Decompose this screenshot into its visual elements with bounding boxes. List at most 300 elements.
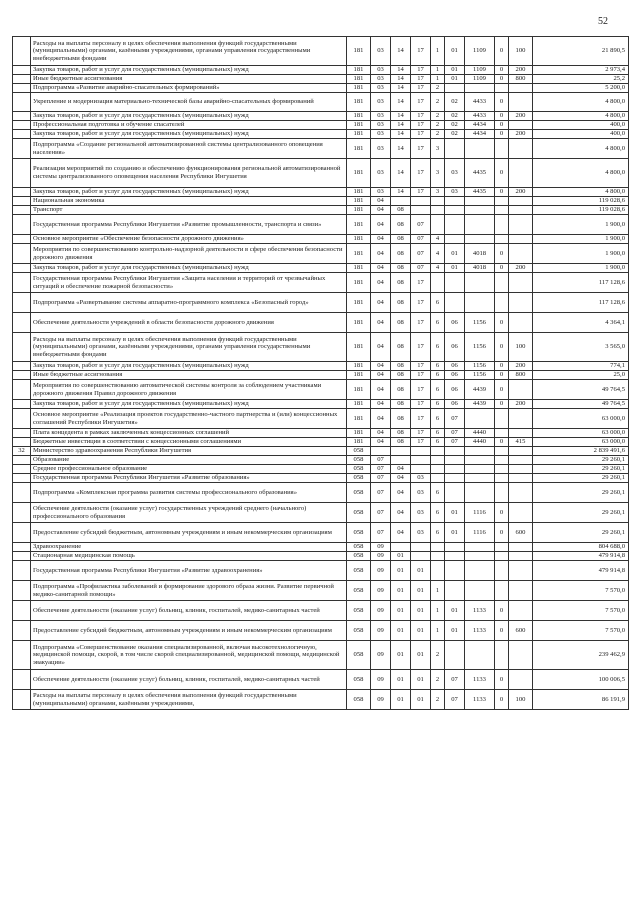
subsection-code-cell bbox=[391, 197, 411, 206]
program-code-cell bbox=[411, 197, 431, 206]
expense-type-code-cell bbox=[509, 273, 533, 293]
direction-code-cell bbox=[465, 474, 495, 483]
table-row bbox=[13, 503, 629, 523]
description-cell: Государственная программа Республики Ингушетия «Защита населения и территорий от чрезвычайных ситуаций и обеспечение пожарной безопасности» bbox=[31, 273, 347, 293]
expense-type-code-cell bbox=[509, 543, 533, 552]
subprogram-code-cell: 2 bbox=[431, 130, 445, 139]
description-cell: Закупка товаров, работ и услуг для государственных (муниципальных) нужд bbox=[31, 264, 347, 273]
description-cell: Основное мероприятие «Обеспечение безопасности дорожного движения» bbox=[31, 235, 347, 244]
event-code-cell: 01 bbox=[445, 264, 465, 273]
description-cell: Государственная программа Республики Ингушетия «Развитие здравоохранения» bbox=[31, 561, 347, 581]
row-number-cell bbox=[13, 188, 31, 197]
row-number-cell bbox=[13, 215, 31, 235]
sub-code-cell: 0 bbox=[495, 690, 509, 710]
direction-code-cell bbox=[465, 641, 495, 670]
amount-cell: 29 260,1 bbox=[533, 456, 629, 465]
table-row bbox=[13, 465, 629, 474]
subprogram-code-cell: 1 bbox=[431, 37, 445, 66]
subsection-code-cell: 01 bbox=[391, 561, 411, 581]
expense-type-code-cell bbox=[509, 159, 533, 188]
subprogram-code-cell: 6 bbox=[431, 380, 445, 400]
subprogram-code-cell bbox=[431, 456, 445, 465]
event-code-cell bbox=[445, 273, 465, 293]
sub-code-cell: 0 bbox=[495, 121, 509, 130]
event-code-cell bbox=[445, 561, 465, 581]
admin-code-cell: 181 bbox=[347, 197, 371, 206]
sub-code-cell bbox=[495, 543, 509, 552]
amount-cell: 4 800,0 bbox=[533, 112, 629, 121]
subsection-code-cell: 01 bbox=[391, 621, 411, 641]
subsection-code-cell: 14 bbox=[391, 75, 411, 84]
expense-type-code-cell: 200 bbox=[509, 66, 533, 75]
sub-code-cell: 0 bbox=[495, 188, 509, 197]
direction-code-cell bbox=[465, 552, 495, 561]
section-code-cell: 04 bbox=[371, 264, 391, 273]
table-row bbox=[13, 37, 629, 66]
expense-type-code-cell: 200 bbox=[509, 130, 533, 139]
program-code-cell: 17 bbox=[411, 66, 431, 75]
amount-cell: 4 800,0 bbox=[533, 188, 629, 197]
row-number-cell bbox=[13, 75, 31, 84]
amount-cell: 400,0 bbox=[533, 121, 629, 130]
program-code-cell: 01 bbox=[411, 690, 431, 710]
subsection-code-cell: 01 bbox=[391, 601, 411, 621]
row-number-cell bbox=[13, 139, 31, 159]
row-number-cell bbox=[13, 561, 31, 581]
direction-code-cell bbox=[465, 197, 495, 206]
expense-type-code-cell bbox=[509, 641, 533, 670]
expense-type-code-cell bbox=[509, 447, 533, 456]
program-code-cell: 17 bbox=[411, 333, 431, 362]
section-code-cell: 07 bbox=[371, 483, 391, 503]
subprogram-code-cell bbox=[431, 447, 445, 456]
program-code-cell: 17 bbox=[411, 75, 431, 84]
row-number-cell bbox=[13, 244, 31, 264]
program-code-cell: 17 bbox=[411, 273, 431, 293]
amount-cell: 63 000,0 bbox=[533, 409, 629, 429]
row-number-cell bbox=[13, 429, 31, 438]
section-code-cell: 07 bbox=[371, 523, 391, 543]
sub-code-cell bbox=[495, 206, 509, 215]
event-code-cell bbox=[445, 139, 465, 159]
description-cell: Обеспечение деятельности (оказание услуг) государственных учреждений среднего (начального) профессионального образования bbox=[31, 503, 347, 523]
sub-code-cell: 0 bbox=[495, 66, 509, 75]
subprogram-code-cell bbox=[431, 543, 445, 552]
program-code-cell: 17 bbox=[411, 121, 431, 130]
subsection-code-cell bbox=[391, 456, 411, 465]
admin-code-cell: 181 bbox=[347, 121, 371, 130]
direction-code-cell bbox=[465, 465, 495, 474]
description-cell: Среднее профессиональное образование bbox=[31, 465, 347, 474]
event-code-cell bbox=[445, 84, 465, 93]
program-code-cell bbox=[411, 206, 431, 215]
amount-cell: 2 839 491,6 bbox=[533, 447, 629, 456]
row-number-cell bbox=[13, 37, 31, 66]
description-cell: Основное мероприятие «Реализация проектов государственно-частного партнерства и (или) концессионных соглашений Республики Ингушетия» bbox=[31, 409, 347, 429]
subsection-code-cell: 14 bbox=[391, 37, 411, 66]
expense-type-code-cell bbox=[509, 601, 533, 621]
subprogram-code-cell bbox=[431, 465, 445, 474]
expense-type-code-cell bbox=[509, 197, 533, 206]
row-number-cell: 32 bbox=[13, 447, 31, 456]
expense-type-code-cell: 600 bbox=[509, 621, 533, 641]
table-row bbox=[13, 581, 629, 601]
subprogram-code-cell: 6 bbox=[431, 483, 445, 503]
direction-code-cell: 4440 bbox=[465, 429, 495, 438]
event-code-cell: 07 bbox=[445, 690, 465, 710]
section-code-cell: 03 bbox=[371, 121, 391, 130]
row-number-cell bbox=[13, 273, 31, 293]
amount-cell: 117 128,6 bbox=[533, 293, 629, 313]
subprogram-code-cell: 6 bbox=[431, 293, 445, 313]
table-row bbox=[13, 456, 629, 465]
subsection-code-cell: 08 bbox=[391, 215, 411, 235]
program-code-cell: 17 bbox=[411, 313, 431, 333]
description-cell: Закупка товаров, работ и услуг для государственных (муниципальных) нужд bbox=[31, 400, 347, 409]
section-code-cell: 09 bbox=[371, 543, 391, 552]
subprogram-code-cell bbox=[431, 561, 445, 581]
program-code-cell: 17 bbox=[411, 93, 431, 112]
admin-code-cell: 181 bbox=[347, 264, 371, 273]
expense-type-code-cell bbox=[509, 84, 533, 93]
admin-code-cell: 058 bbox=[347, 447, 371, 456]
row-number-cell bbox=[13, 581, 31, 601]
table-row bbox=[13, 561, 629, 581]
subsection-code-cell: 08 bbox=[391, 293, 411, 313]
admin-code-cell: 058 bbox=[347, 641, 371, 670]
subprogram-code-cell: 1 bbox=[431, 66, 445, 75]
description-cell: Расходы на выплаты персоналу в целях обеспечения выполнения функций государственными (муниципальными) органами, казёнными учреждениями, органами управления государственными внебюджетными фондами bbox=[31, 37, 347, 66]
section-code-cell: 09 bbox=[371, 601, 391, 621]
description-cell: Подпрограмма «Комплексная программа развития системы профессионального образования» bbox=[31, 483, 347, 503]
row-number-cell bbox=[13, 465, 31, 474]
admin-code-cell: 058 bbox=[347, 621, 371, 641]
subprogram-code-cell bbox=[431, 273, 445, 293]
subsection-code-cell: 04 bbox=[391, 483, 411, 503]
event-code-cell: 06 bbox=[445, 371, 465, 380]
expense-type-code-cell bbox=[509, 139, 533, 159]
expense-type-code-cell: 100 bbox=[509, 333, 533, 362]
direction-code-cell bbox=[465, 206, 495, 215]
description-cell: Министерство здравоохранения Республики Ингушетия bbox=[31, 447, 347, 456]
subprogram-code-cell: 2 bbox=[431, 112, 445, 121]
event-code-cell: 06 bbox=[445, 380, 465, 400]
expense-type-code-cell bbox=[509, 456, 533, 465]
subprogram-code-cell: 1 bbox=[431, 581, 445, 601]
program-code-cell: 17 bbox=[411, 159, 431, 188]
table-row bbox=[13, 197, 629, 206]
amount-cell: 1 900,0 bbox=[533, 235, 629, 244]
section-code-cell: 03 bbox=[371, 112, 391, 121]
description-cell: Обеспечение деятельности учреждений в области безопасности дорожного движения bbox=[31, 313, 347, 333]
program-code-cell: 17 bbox=[411, 400, 431, 409]
admin-code-cell: 181 bbox=[347, 139, 371, 159]
admin-code-cell: 181 bbox=[347, 188, 371, 197]
admin-code-cell: 181 bbox=[347, 84, 371, 93]
admin-code-cell: 058 bbox=[347, 456, 371, 465]
section-code-cell: 03 bbox=[371, 75, 391, 84]
event-code-cell bbox=[445, 235, 465, 244]
row-number-cell bbox=[13, 313, 31, 333]
subsection-code-cell: 08 bbox=[391, 438, 411, 447]
subsection-code-cell: 14 bbox=[391, 130, 411, 139]
direction-code-cell: 1109 bbox=[465, 75, 495, 84]
sub-code-cell bbox=[495, 465, 509, 474]
amount-cell: 29 260,1 bbox=[533, 483, 629, 503]
row-number-cell bbox=[13, 400, 31, 409]
sub-code-cell bbox=[495, 293, 509, 313]
event-code-cell: 01 bbox=[445, 621, 465, 641]
expense-type-code-cell bbox=[509, 244, 533, 264]
description-cell: Государственная программа Республики Ингушетия «Развитие промышленности, транспорта и связи» bbox=[31, 215, 347, 235]
subsection-code-cell: 08 bbox=[391, 273, 411, 293]
section-code-cell bbox=[371, 447, 391, 456]
subprogram-code-cell: 4 bbox=[431, 235, 445, 244]
event-code-cell: 06 bbox=[445, 362, 465, 371]
budget-table bbox=[12, 36, 629, 710]
table-row bbox=[13, 66, 629, 75]
direction-code-cell: 1116 bbox=[465, 523, 495, 543]
row-number-cell bbox=[13, 206, 31, 215]
amount-cell: 7 570,0 bbox=[533, 601, 629, 621]
subsection-code-cell: 01 bbox=[391, 552, 411, 561]
sub-code-cell bbox=[495, 429, 509, 438]
row-number-cell bbox=[13, 670, 31, 690]
event-code-cell: 07 bbox=[445, 429, 465, 438]
direction-code-cell bbox=[465, 561, 495, 581]
expense-type-code-cell bbox=[509, 380, 533, 400]
sub-code-cell: 0 bbox=[495, 93, 509, 112]
row-number-cell bbox=[13, 121, 31, 130]
amount-cell: 239 462,9 bbox=[533, 641, 629, 670]
event-code-cell bbox=[445, 447, 465, 456]
section-code-cell: 03 bbox=[371, 130, 391, 139]
event-code-cell: 07 bbox=[445, 438, 465, 447]
table-row bbox=[13, 333, 629, 362]
admin-code-cell: 058 bbox=[347, 601, 371, 621]
expense-type-code-cell: 800 bbox=[509, 371, 533, 380]
sub-code-cell: 0 bbox=[495, 75, 509, 84]
admin-code-cell: 058 bbox=[347, 581, 371, 601]
row-number-cell bbox=[13, 130, 31, 139]
description-cell: Укрепление и модернизация материально-технической базы аварийно-спасательных формирований bbox=[31, 93, 347, 112]
direction-code-cell: 4440 bbox=[465, 438, 495, 447]
subprogram-code-cell: 1 bbox=[431, 601, 445, 621]
sub-code-cell bbox=[495, 139, 509, 159]
row-number-cell bbox=[13, 93, 31, 112]
sub-code-cell: 0 bbox=[495, 400, 509, 409]
admin-code-cell: 181 bbox=[347, 380, 371, 400]
direction-code-cell: 4018 bbox=[465, 264, 495, 273]
program-code-cell: 03 bbox=[411, 474, 431, 483]
admin-code-cell: 181 bbox=[347, 130, 371, 139]
direction-code-cell: 1156 bbox=[465, 362, 495, 371]
program-code-cell: 01 bbox=[411, 561, 431, 581]
subprogram-code-cell: 6 bbox=[431, 438, 445, 447]
event-code-cell: 03 bbox=[445, 188, 465, 197]
direction-code-cell: 1156 bbox=[465, 371, 495, 380]
subsection-code-cell: 08 bbox=[391, 362, 411, 371]
sub-code-cell bbox=[495, 483, 509, 503]
expense-type-code-cell bbox=[509, 429, 533, 438]
subsection-code-cell: 04 bbox=[391, 523, 411, 543]
amount-cell: 29 260,1 bbox=[533, 474, 629, 483]
description-cell: Обеспечение деятельности (оказание услуг) больниц, клиник, госпиталей, медико-санитарных частей bbox=[31, 601, 347, 621]
subprogram-code-cell: 1 bbox=[431, 621, 445, 641]
section-code-cell: 03 bbox=[371, 84, 391, 93]
subprogram-code-cell: 6 bbox=[431, 503, 445, 523]
program-code-cell bbox=[411, 543, 431, 552]
row-number-cell bbox=[13, 293, 31, 313]
subprogram-code-cell bbox=[431, 474, 445, 483]
admin-code-cell: 058 bbox=[347, 483, 371, 503]
sub-code-cell bbox=[495, 273, 509, 293]
row-number-cell bbox=[13, 641, 31, 670]
event-code-cell: 07 bbox=[445, 670, 465, 690]
program-code-cell: 17 bbox=[411, 188, 431, 197]
subsection-code-cell: 08 bbox=[391, 429, 411, 438]
admin-code-cell: 181 bbox=[347, 362, 371, 371]
program-code-cell: 17 bbox=[411, 37, 431, 66]
event-code-cell bbox=[445, 641, 465, 670]
subsection-code-cell: 08 bbox=[391, 313, 411, 333]
table-row bbox=[13, 483, 629, 503]
row-number-cell bbox=[13, 84, 31, 93]
event-code-cell bbox=[445, 474, 465, 483]
direction-code-cell bbox=[465, 447, 495, 456]
subsection-code-cell: 01 bbox=[391, 641, 411, 670]
subsection-code-cell: 14 bbox=[391, 84, 411, 93]
table-row bbox=[13, 215, 629, 235]
amount-cell: 25,0 bbox=[533, 371, 629, 380]
direction-code-cell bbox=[465, 273, 495, 293]
expense-type-code-cell bbox=[509, 503, 533, 523]
admin-code-cell: 181 bbox=[347, 244, 371, 264]
section-code-cell: 04 bbox=[371, 400, 391, 409]
sub-code-cell: 0 bbox=[495, 333, 509, 362]
row-number-cell bbox=[13, 409, 31, 429]
subsection-code-cell: 08 bbox=[391, 400, 411, 409]
amount-cell: 4 800,0 bbox=[533, 139, 629, 159]
direction-code-cell bbox=[465, 139, 495, 159]
event-code-cell: 01 bbox=[445, 523, 465, 543]
admin-code-cell: 181 bbox=[347, 429, 371, 438]
table-row bbox=[13, 400, 629, 409]
expense-type-code-cell bbox=[509, 121, 533, 130]
subprogram-code-cell: 2 bbox=[431, 690, 445, 710]
table-row bbox=[13, 84, 629, 93]
sub-code-cell bbox=[495, 474, 509, 483]
amount-cell: 63 000,0 bbox=[533, 429, 629, 438]
sub-code-cell bbox=[495, 456, 509, 465]
expense-type-code-cell bbox=[509, 293, 533, 313]
program-code-cell: 17 bbox=[411, 371, 431, 380]
row-number-cell bbox=[13, 621, 31, 641]
event-code-cell bbox=[445, 197, 465, 206]
subsection-code-cell: 14 bbox=[391, 139, 411, 159]
direction-code-cell bbox=[465, 84, 495, 93]
program-code-cell: 17 bbox=[411, 438, 431, 447]
event-code-cell bbox=[445, 543, 465, 552]
section-code-cell: 09 bbox=[371, 670, 391, 690]
description-cell: Предоставление субсидий бюджетным, автономным учреждениям и иным некоммерческим организациям bbox=[31, 621, 347, 641]
subprogram-code-cell: 4 bbox=[431, 264, 445, 273]
section-code-cell: 04 bbox=[371, 362, 391, 371]
description-cell: Мероприятия по совершенствованию контрольно-надзорной деятельности в сфере обеспечения безопасности дорожного движения bbox=[31, 244, 347, 264]
program-code-cell: 01 bbox=[411, 581, 431, 601]
description-cell: Иные бюджетные ассигнования bbox=[31, 371, 347, 380]
subsection-code-cell: 14 bbox=[391, 93, 411, 112]
description-cell: Иные бюджетные ассигнования bbox=[31, 75, 347, 84]
admin-code-cell: 181 bbox=[347, 66, 371, 75]
row-number-cell bbox=[13, 601, 31, 621]
subsection-code-cell: 08 bbox=[391, 235, 411, 244]
amount-cell: 25,2 bbox=[533, 75, 629, 84]
row-number-cell bbox=[13, 380, 31, 400]
program-code-cell: 03 bbox=[411, 523, 431, 543]
table-row bbox=[13, 670, 629, 690]
admin-code-cell: 181 bbox=[347, 371, 371, 380]
description-cell: Транспорт bbox=[31, 206, 347, 215]
sub-code-cell: 0 bbox=[495, 159, 509, 188]
sub-code-cell: 0 bbox=[495, 523, 509, 543]
description-cell: Расходы на выплаты персоналу в целях обеспечения выполнения функций государственными (муниципальными) органами, казёнными учреждениями, bbox=[31, 690, 347, 710]
expense-type-code-cell bbox=[509, 235, 533, 244]
sub-code-cell: 0 bbox=[495, 621, 509, 641]
event-code-cell bbox=[445, 293, 465, 313]
table-row bbox=[13, 601, 629, 621]
description-cell: Профессиональная подготовка и обучение спасателей bbox=[31, 121, 347, 130]
sub-code-cell: 0 bbox=[495, 503, 509, 523]
description-cell: Закупка товаров, работ и услуг для государственных (муниципальных) нужд bbox=[31, 188, 347, 197]
section-code-cell: 04 bbox=[371, 197, 391, 206]
subsection-code-cell: 01 bbox=[391, 690, 411, 710]
sub-code-cell bbox=[495, 447, 509, 456]
amount-cell: 1 900,0 bbox=[533, 215, 629, 235]
direction-code-cell: 4435 bbox=[465, 159, 495, 188]
table-row bbox=[13, 447, 629, 456]
subprogram-code-cell: 3 bbox=[431, 188, 445, 197]
admin-code-cell: 181 bbox=[347, 409, 371, 429]
amount-cell: 29 260,1 bbox=[533, 465, 629, 474]
table-row bbox=[13, 159, 629, 188]
direction-code-cell: 1116 bbox=[465, 503, 495, 523]
direction-code-cell: 4433 bbox=[465, 93, 495, 112]
table-row bbox=[13, 121, 629, 130]
description-cell: Образование bbox=[31, 456, 347, 465]
admin-code-cell: 181 bbox=[347, 206, 371, 215]
amount-cell: 63 000,0 bbox=[533, 438, 629, 447]
subprogram-code-cell: 6 bbox=[431, 523, 445, 543]
admin-code-cell: 181 bbox=[347, 235, 371, 244]
admin-code-cell: 181 bbox=[347, 159, 371, 188]
subprogram-code-cell: 2 bbox=[431, 84, 445, 93]
row-number-cell bbox=[13, 159, 31, 188]
description-cell: Закупка товаров, работ и услуг для государственных (муниципальных) нужд bbox=[31, 130, 347, 139]
program-code-cell: 01 bbox=[411, 670, 431, 690]
sub-code-cell: 0 bbox=[495, 371, 509, 380]
row-number-cell bbox=[13, 690, 31, 710]
row-number-cell bbox=[13, 264, 31, 273]
subsection-code-cell: 08 bbox=[391, 206, 411, 215]
section-code-cell: 04 bbox=[371, 380, 391, 400]
subprogram-code-cell bbox=[431, 215, 445, 235]
program-code-cell: 17 bbox=[411, 130, 431, 139]
program-code-cell: 17 bbox=[411, 84, 431, 93]
admin-code-cell: 058 bbox=[347, 523, 371, 543]
description-cell: Подпрограмма «Создание региональной автоматизированной системы централизованного оповещения населения» bbox=[31, 139, 347, 159]
program-code-cell bbox=[411, 552, 431, 561]
